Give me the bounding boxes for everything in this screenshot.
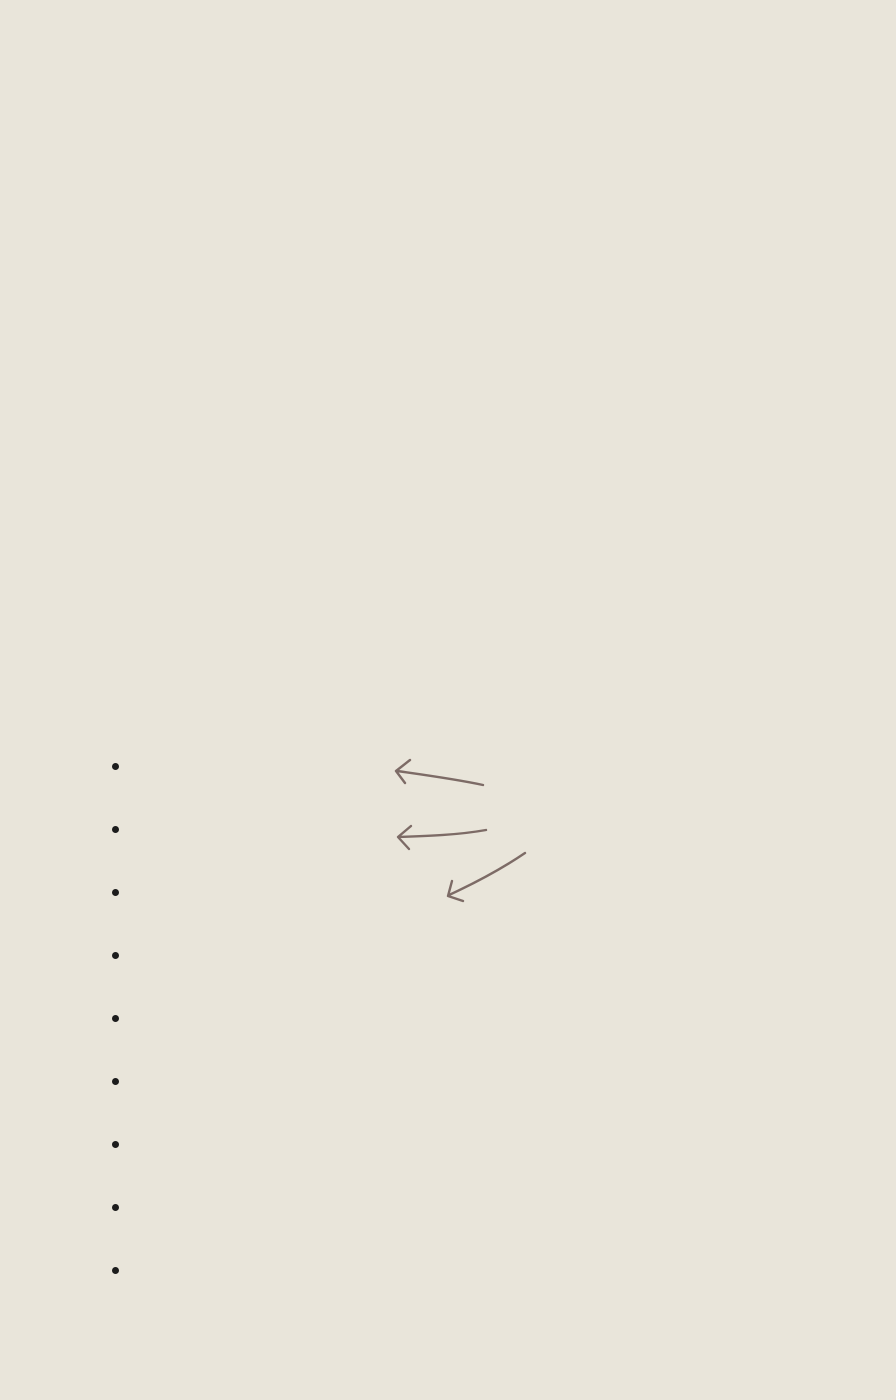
bullet-icon <box>112 1015 119 1022</box>
topographic-lines-top-decoration <box>600 0 896 150</box>
niche-item <box>112 1061 141 1101</box>
niche-item <box>112 1187 141 1227</box>
arrow-to-love-icon <box>448 853 525 901</box>
bullet-icon <box>112 1078 119 1085</box>
bullet-icon <box>112 952 119 959</box>
arrow-to-wealth-icon <box>398 826 486 849</box>
niche-item <box>112 809 141 849</box>
niche-item <box>112 746 141 786</box>
bullet-icon <box>112 763 119 770</box>
bullet-icon <box>112 1141 119 1148</box>
arrow-to-fitness-icon <box>396 760 483 785</box>
bullet-icon <box>112 1267 119 1274</box>
niche-item <box>112 1124 141 1164</box>
topographic-lines-bottom-decoration <box>650 960 896 1400</box>
niche-item <box>112 998 141 1038</box>
bullet-icon <box>112 1204 119 1211</box>
bullet-icon <box>112 889 119 896</box>
curved-arrow-icon <box>380 750 540 920</box>
niche-item <box>112 1250 141 1290</box>
niche-item <box>112 935 141 975</box>
niche-item <box>112 872 141 912</box>
bullet-icon <box>112 826 119 833</box>
